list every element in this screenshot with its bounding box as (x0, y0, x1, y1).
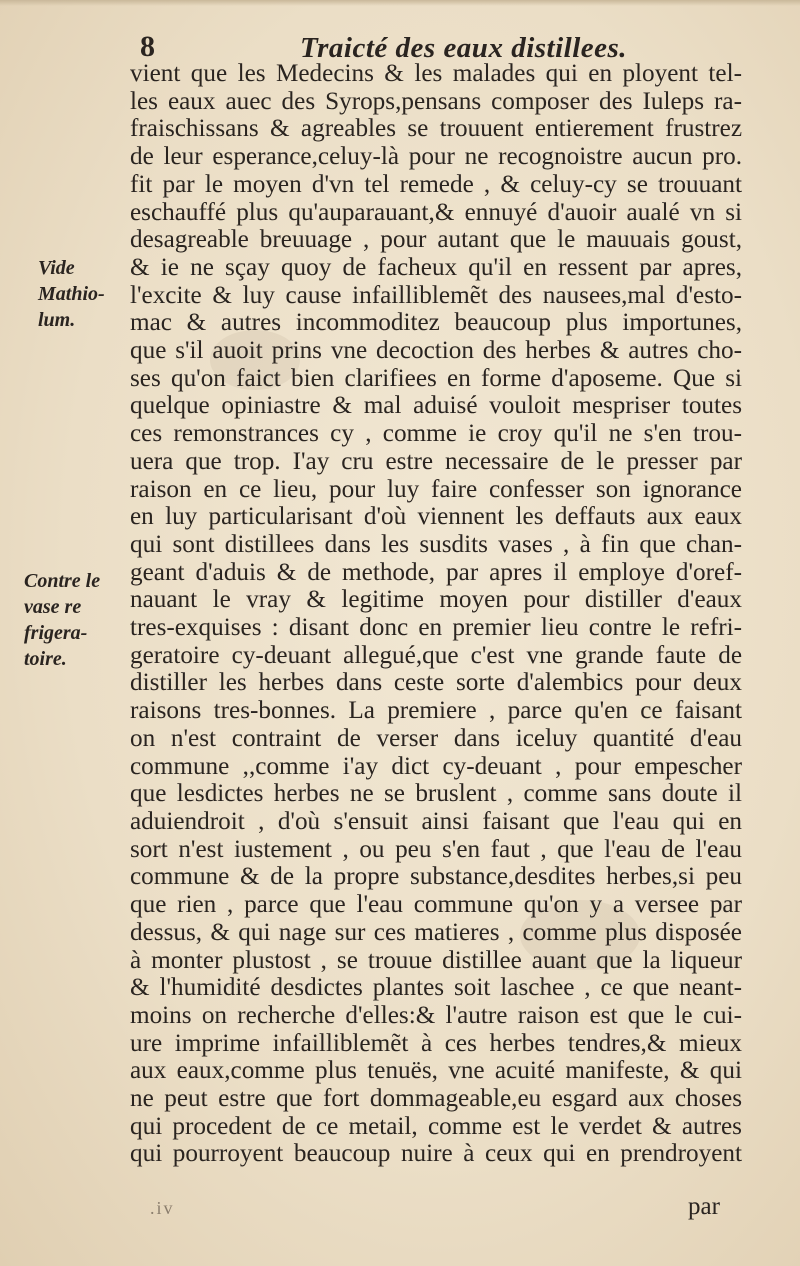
margin-note-line: Vide (38, 257, 75, 279)
text-line: moins on recherche d'elles:& l'autre raison est que le cui- (130, 1001, 742, 1029)
text-line: ses qu'on faict bien clarifiees en forme d'aposeme. Que si (130, 364, 742, 392)
text-line: ure imprime infailliblemẽt à ces herbes tendres,& mieux (130, 1029, 742, 1057)
margin-note-line: Mathio- (38, 283, 105, 305)
text-line: ces remonstrances cy , comme ie croy qu'il ne s'en trou- (130, 420, 742, 448)
text-line: en luy particularisant d'où viennent les deffauts aux eaux (130, 503, 742, 531)
text-line: aduiendroit , d'où s'ensuit ainsi faisant que l'eau qui en (130, 807, 742, 835)
text-line: sort n'est iustement , ou peu s'en faut , que l'eau de l'eau (130, 835, 742, 863)
text-line: nauant le vray & legitime moyen pour distiller d'eaux (130, 586, 742, 614)
text-line: desagreable breuuage , pour autant que le mauuais goust, (130, 226, 742, 254)
body-text (130, 60, 742, 1168)
margin-note-line: vase re (24, 596, 82, 618)
text-line: dessus, & qui nage sur ces matieres , comme plus disposée (130, 918, 742, 946)
text-line: de leur esperance,celuy-là pour ne recognoistre aucun pro. (130, 143, 742, 171)
margin-note-line: Contre le (24, 570, 101, 592)
text-line: raisons tres-bonnes. La premiere , parce qu'en ce faisant (130, 697, 742, 725)
text-line: mac & autres incommoditez beaucoup plus importunes, (130, 309, 742, 337)
text-line: l'excite & luy cause infailliblemẽt des nausees,mal d'esto- (130, 281, 742, 309)
text-line: geant d'aduis & de methode, par apres il employe d'oref- (130, 558, 742, 586)
text-line: aux eaux,comme plus tenuës, vne acuité manifeste, & qui (130, 1057, 742, 1085)
page-top-edge (0, 0, 800, 6)
text-line: qui procedent de ce metail, comme est le verdet & autres (130, 1112, 742, 1140)
margin-note-line: lum. (38, 309, 76, 331)
running-title: Traicté des eaux distillees. (300, 32, 628, 64)
text-line: raison en ce lieu, pour luy faire confesser son ignorance (130, 475, 742, 503)
text-line: & ie ne sçay quoy de facheux qu'il en ressent par apres, (130, 253, 742, 281)
text-line: eschauffé plus qu'auparauant,& ennuyé d'auoir aualé vn si (130, 198, 742, 226)
text-line: commune & de la propre substance,desdites herbes,si peu (130, 863, 742, 891)
margin-note-line: toire. (24, 648, 67, 670)
text-line: on n'est contraint de verser dans iceluy quantité d'eau (130, 724, 742, 752)
text-line: à monter plustost , se trouue distillee auant que la liqueur (130, 946, 742, 974)
text-line: que lesdictes herbes ne se bruslent , comme sans doute il (130, 780, 742, 808)
margin-note-contre (24, 568, 124, 672)
page-number: 8 (140, 30, 155, 63)
text-line: vient que les Medecins & les malades qui en ployent tel- (130, 60, 742, 87)
text-line: les eaux auec des Syrops,pensans composer des Iuleps ra- (130, 87, 742, 115)
text-line: distiller les herbes dans ceste sorte d'alembics pour deux (130, 669, 742, 697)
catchword: par (688, 1193, 720, 1220)
text-line: uera que trop. I'ay cru estre necessaire de le presser par (130, 447, 742, 475)
text-line: que s'il auoit prins vne decoction des herbes & autres cho- (130, 337, 742, 365)
margin-note-line: frigera- (24, 622, 88, 644)
text-line: & l'humidité desdictes plantes soit laschee , ce que neant- (130, 974, 742, 1002)
text-line: que rien , parce que l'eau commune qu'on y a versee par (130, 891, 742, 919)
text-line: fit par le moyen d'vn tel remede , & celuy-cy se trouuant (130, 170, 742, 198)
text-line: qui pourroyent beaucoup nuire à ceux qui en prendroyent (130, 1140, 742, 1168)
text-line: quelque opiniastre & mal aduisé vouloit mespriser toutes (130, 392, 742, 420)
text-line: geratoire cy-deuant allegué,que c'est vne grande faute de (130, 641, 742, 669)
signature-mark: .iv (150, 1198, 175, 1218)
text-line: ne peut estre que fort dommageable,eu esgard aux choses (130, 1085, 742, 1113)
margin-note-vide (38, 255, 138, 333)
text-line: commune ,,comme i'ay dict cy-deuant , pour empescher (130, 752, 742, 780)
text-line: fraischissans & agreables se trouuent entierement frustrez (130, 115, 742, 143)
text-line: tres-exquises : disant donc en premier lieu contre le refri- (130, 614, 742, 642)
text-line: qui sont distillees dans les susdits vases , à fin que chan- (130, 530, 742, 558)
